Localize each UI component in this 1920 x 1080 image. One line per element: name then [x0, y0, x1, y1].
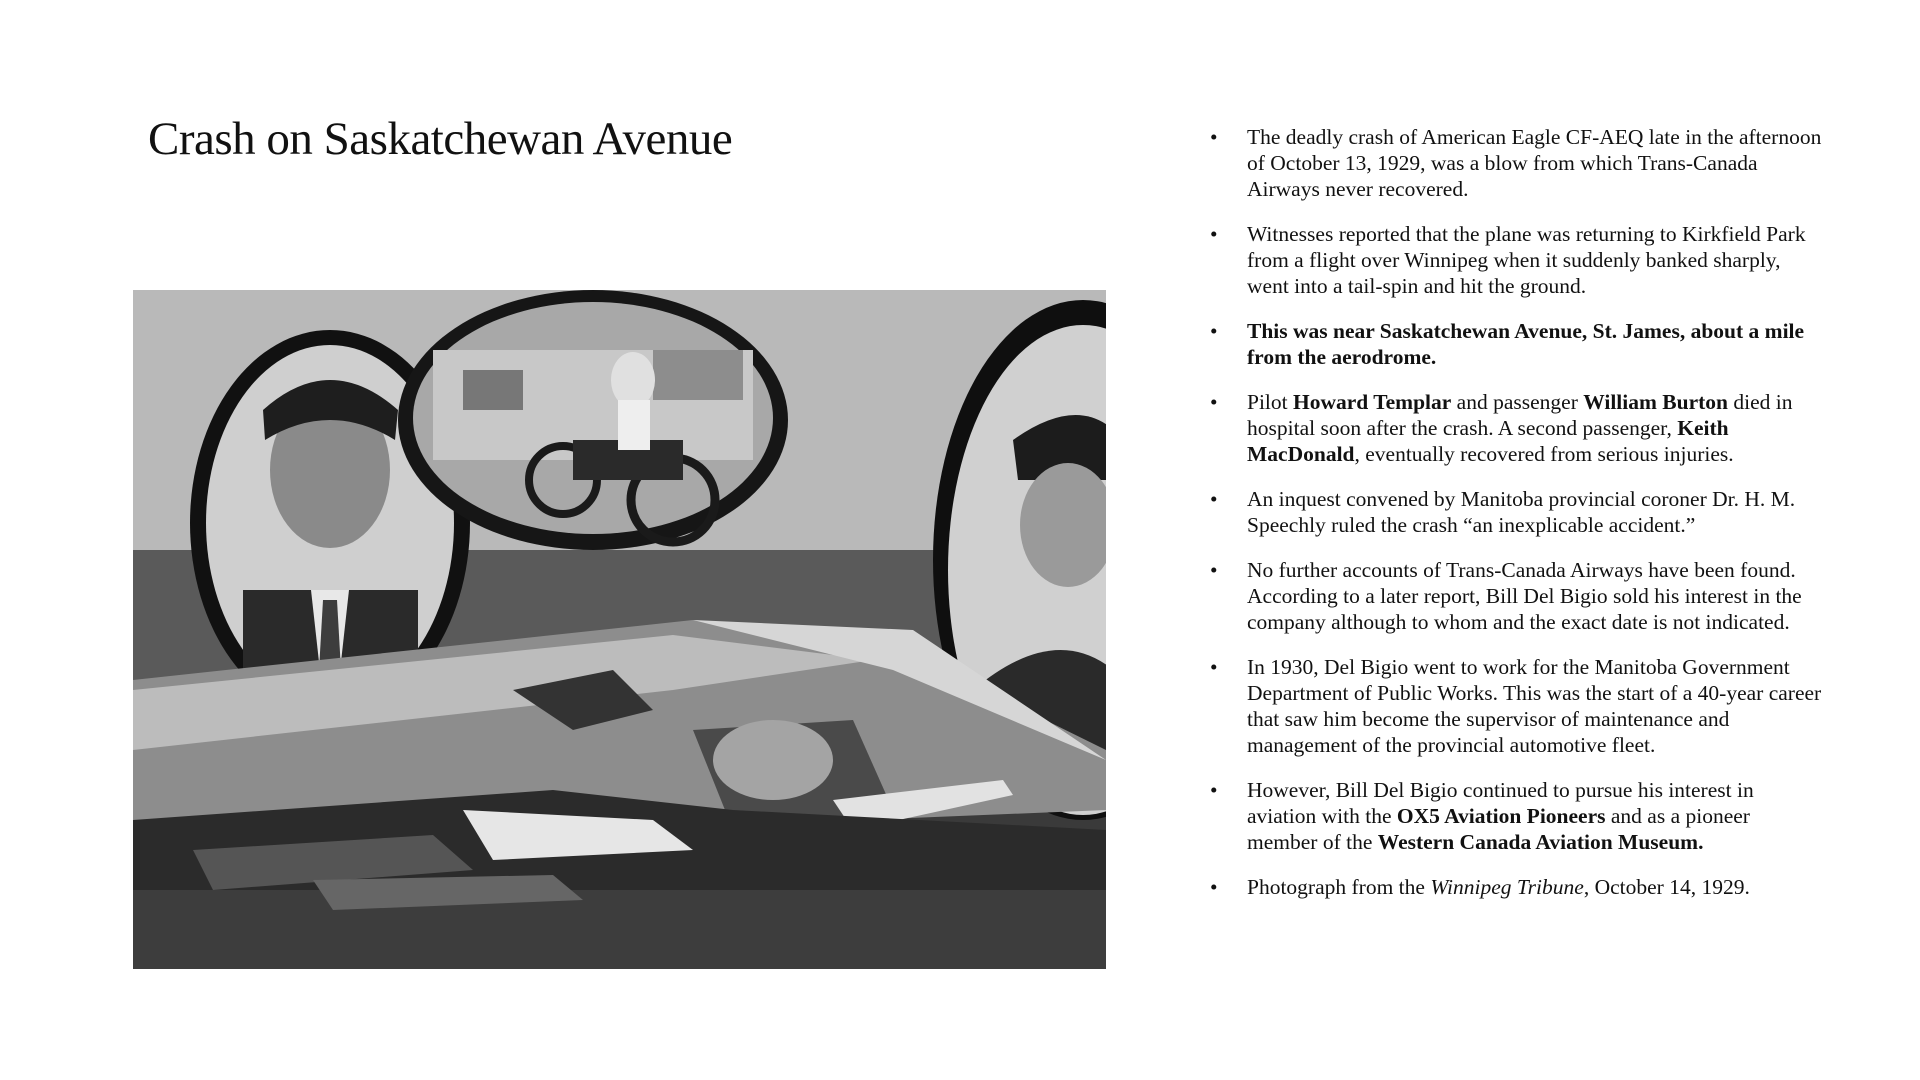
bullet-item [1210, 318, 1822, 370]
bullet-item [1210, 486, 1822, 538]
bullet-text: , October 14, 1929. [1583, 875, 1750, 899]
bullet-text: and as a pioneer member of the [1247, 804, 1750, 854]
person-name: William Burton [1583, 390, 1728, 414]
crash-photograph-illustration [133, 290, 1106, 969]
organization-name: Western Canada Aviation Museum. [1377, 830, 1704, 854]
bullet-text: This was near Saskatchewan Avenue, St. James, about a mile from the aerodrome. [1247, 319, 1805, 369]
bullet-glyph: • [1210, 655, 1218, 679]
bullet-glyph: • [1210, 319, 1218, 343]
bullet-item [1210, 777, 1822, 855]
bullet-glyph: • [1210, 487, 1218, 511]
bullet-item [1210, 874, 1822, 900]
bullet-item [1210, 557, 1822, 635]
bullet-glyph: • [1210, 390, 1218, 414]
bullet-text: The deadly crash of American Eagle CF-AEQ late in the afternoon of October 13, 1929, was a blow from which Trans-Canada Airways never recovered. [1247, 125, 1822, 201]
newspaper-name: Winnipeg Tribune [1430, 875, 1584, 899]
bullet-text: and passenger [1451, 390, 1584, 414]
bullet-text: Witnesses reported that the plane was returning to Kirkfield Park from a flight over Winnipeg when it suddenly banked sharply, went into a tail-spin and hit the ground. [1247, 222, 1806, 298]
bullet-text: However, Bill Del Bigio continued to pursue his interest in aviation with the [1247, 778, 1754, 828]
bullet-text: died in hospital soon after the crash. A second passenger, [1247, 390, 1793, 440]
bullet-text: No further accounts of Trans-Canada Airways have been found. According to a later report, Bill Del Bigio sold his interest in the company although to whom and the exact date is not indicated. [1247, 558, 1802, 634]
bullet-item [1210, 389, 1822, 467]
bullet-glyph: • [1210, 875, 1218, 899]
bullet-text: Photograph from the [1247, 875, 1431, 899]
bullet-item [1210, 124, 1822, 202]
bullet-item [1210, 221, 1822, 299]
bullet-glyph: • [1210, 125, 1218, 149]
bullet-text: Pilot [1247, 390, 1294, 414]
crash-photograph [133, 290, 1106, 969]
organization-name: OX5 Aviation Pioneers [1396, 804, 1606, 828]
bullet-text: , eventually recovered from serious injuries. [1354, 442, 1734, 466]
person-name: Keith MacDonald [1247, 416, 1729, 466]
bullet-glyph: • [1210, 222, 1218, 246]
person-name: Howard Templar [1293, 390, 1452, 414]
bullet-item [1210, 654, 1822, 758]
bullet-text: An inquest convened by Manitoba provincial coroner Dr. H. M. Speechly ruled the crash “an inexplicable accident.” [1247, 487, 1796, 537]
bullet-glyph: • [1210, 558, 1218, 582]
slide-title: Crash on Saskatchewan Avenue [148, 113, 733, 165]
bullet-glyph: • [1210, 778, 1218, 802]
bullet-text: In 1930, Del Bigio went to work for the Manitoba Government Department of Public Works. This was the start of a 40-year career that saw him become the supervisor of maintenance and management of the provincial automotive fleet. [1247, 655, 1822, 757]
bullet-list [1210, 124, 1822, 919]
